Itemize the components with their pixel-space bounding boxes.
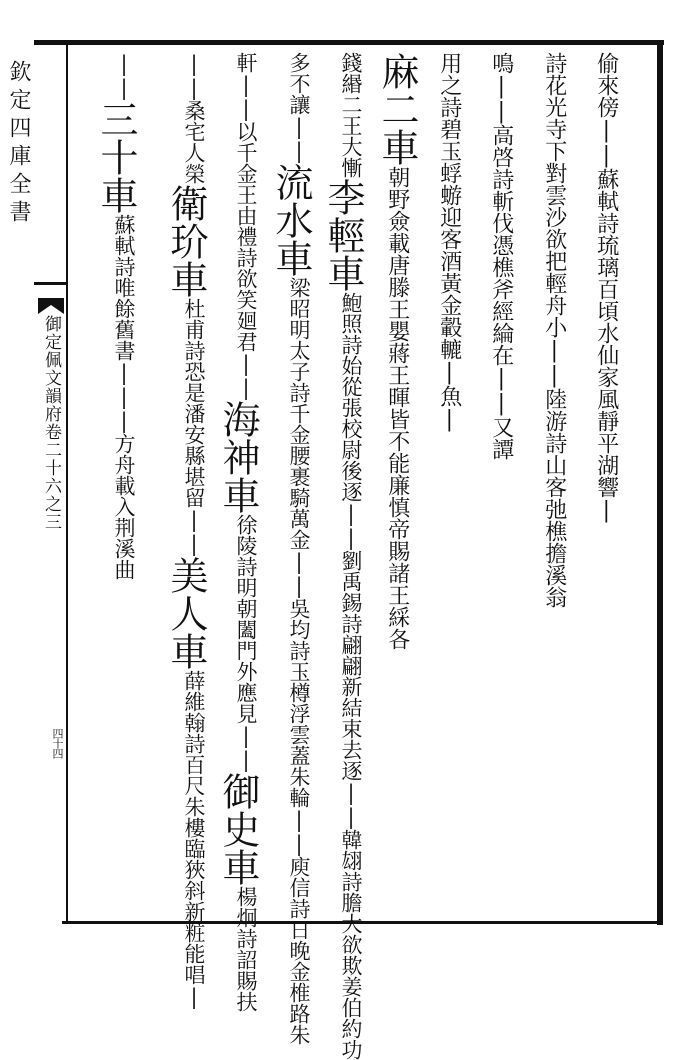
annotation-pair [217,52,259,184]
text-column [95,52,137,580]
entry-headword: 流水車 [269,163,313,277]
frame-top-border [34,40,664,45]
text-column [480,52,522,460]
annotation-pair [95,52,137,100]
annotation-left-line: 詔賜扶 [234,949,258,1012]
text-column [585,52,627,523]
annotation-right-line: 蘇軾詩唯餘舊書|| [112,214,136,409]
entry-headword: 海神車 [216,400,260,514]
text-column [428,52,470,432]
annotation-left-line: || [287,115,311,163]
annotation-left-line: 王大慚 [339,115,363,178]
text-column [376,52,418,650]
annotation-right-line: 軒|| [234,52,258,121]
text-column [533,52,575,608]
fishtail-mark-icon [38,298,64,314]
page-number: 四十四 [51,728,64,758]
annotation-right-line: 杜甫詩恐是潘安 [182,298,206,445]
text-column [270,52,312,1045]
annotation-pair [322,292,364,1060]
annotation-right-line: 王由禮詩欲 [234,184,258,289]
annotation-left-line: 以千金 [234,121,258,184]
annotation-left-line: 新結束去逐||韓翃詩膽大欲欺姜伯約功 [339,676,363,1060]
text-column [165,52,207,1009]
annotation-pair [165,52,207,184]
annotation-pair [270,52,312,163]
annotation-right-line: 薛維翰詩百尺朱樓 [182,670,206,838]
book-series-title: 欽定四庫全書 [6,60,31,228]
annotation-left-line: |方舟載入荆溪曲 [112,409,136,580]
column-text: 鳴||高啓詩斬伐憑樵斧經綸在||又譚 [488,52,514,460]
annotation-right-line: 鮑照詩始從張校尉後逐||劉禹錫詩翩翩 [339,292,363,676]
column-text: 詩花光寺下對雲沙欲把輕舟小||陸游詩山客弛樵擔溪翁 [541,52,567,608]
annotation-pair [217,184,259,400]
annotation-right-line: 多不讓 [287,52,311,115]
annotation-pair [322,52,364,178]
annotation-left-line: 玉樽浮雲蓋朱輪||庾信詩日晚金椎路朱 [287,661,311,1045]
annotation-pair [165,670,207,1009]
column-text: 用之詩碧玉蜉蝣迎客酒黃金轂轆|魚| [436,52,462,432]
annotation-left-line: 桑宅人榮 [182,100,206,184]
text-column [322,52,364,1060]
annotation-pair [95,214,137,580]
text-column [217,52,259,1012]
annotation-left-line: 笑廻君|| [234,289,258,400]
entry-headword: 李輕車 [321,178,365,292]
annotation-pair [217,886,259,1012]
column-text: 朝野僉載唐滕王嬰蔣王暉皆不能廉慎帝賜諸王綵各 [384,166,410,650]
annotation-left-line: 縣堪留|| [182,445,206,556]
annotation-left-line: 外應見|| [234,661,258,772]
annotation-right-line: 徐陵詩明朝闔門 [234,514,258,661]
annotation-right-line: || [182,52,206,100]
margin-rule [66,45,68,923]
annotation-right-line: 楊炯詩 [234,886,258,949]
annotation-right-line: 錢緡二 [339,52,363,115]
entry-headword: 三十車 [94,100,138,214]
entry-headword: 御史車 [216,772,260,886]
entry-headword: 美人車 [164,556,208,670]
annotation-pair [270,277,312,1045]
annotation-right-line: | [112,52,136,76]
annotation-pair [217,514,259,772]
annotation-right-line: 梁昭明太子詩千金腰裹騎萬金||吳均詩 [287,277,311,661]
frame-right-border [657,40,663,925]
book-chapter-title: 御定佩文韻府卷二十六之三 [41,315,61,531]
annotation-left-line: | [112,76,136,100]
column-text: 偷來傍||蘇軾詩琉璃百頃水仙家風靜平湖響| [593,52,619,523]
entry-headword: 麻二車 [375,52,419,166]
margin-divider [34,282,66,285]
annotation-left-line: 臨狹斜新粧能唱| [182,838,206,1009]
entry-headword: 衛玠車 [164,184,208,298]
annotation-pair [165,298,207,556]
